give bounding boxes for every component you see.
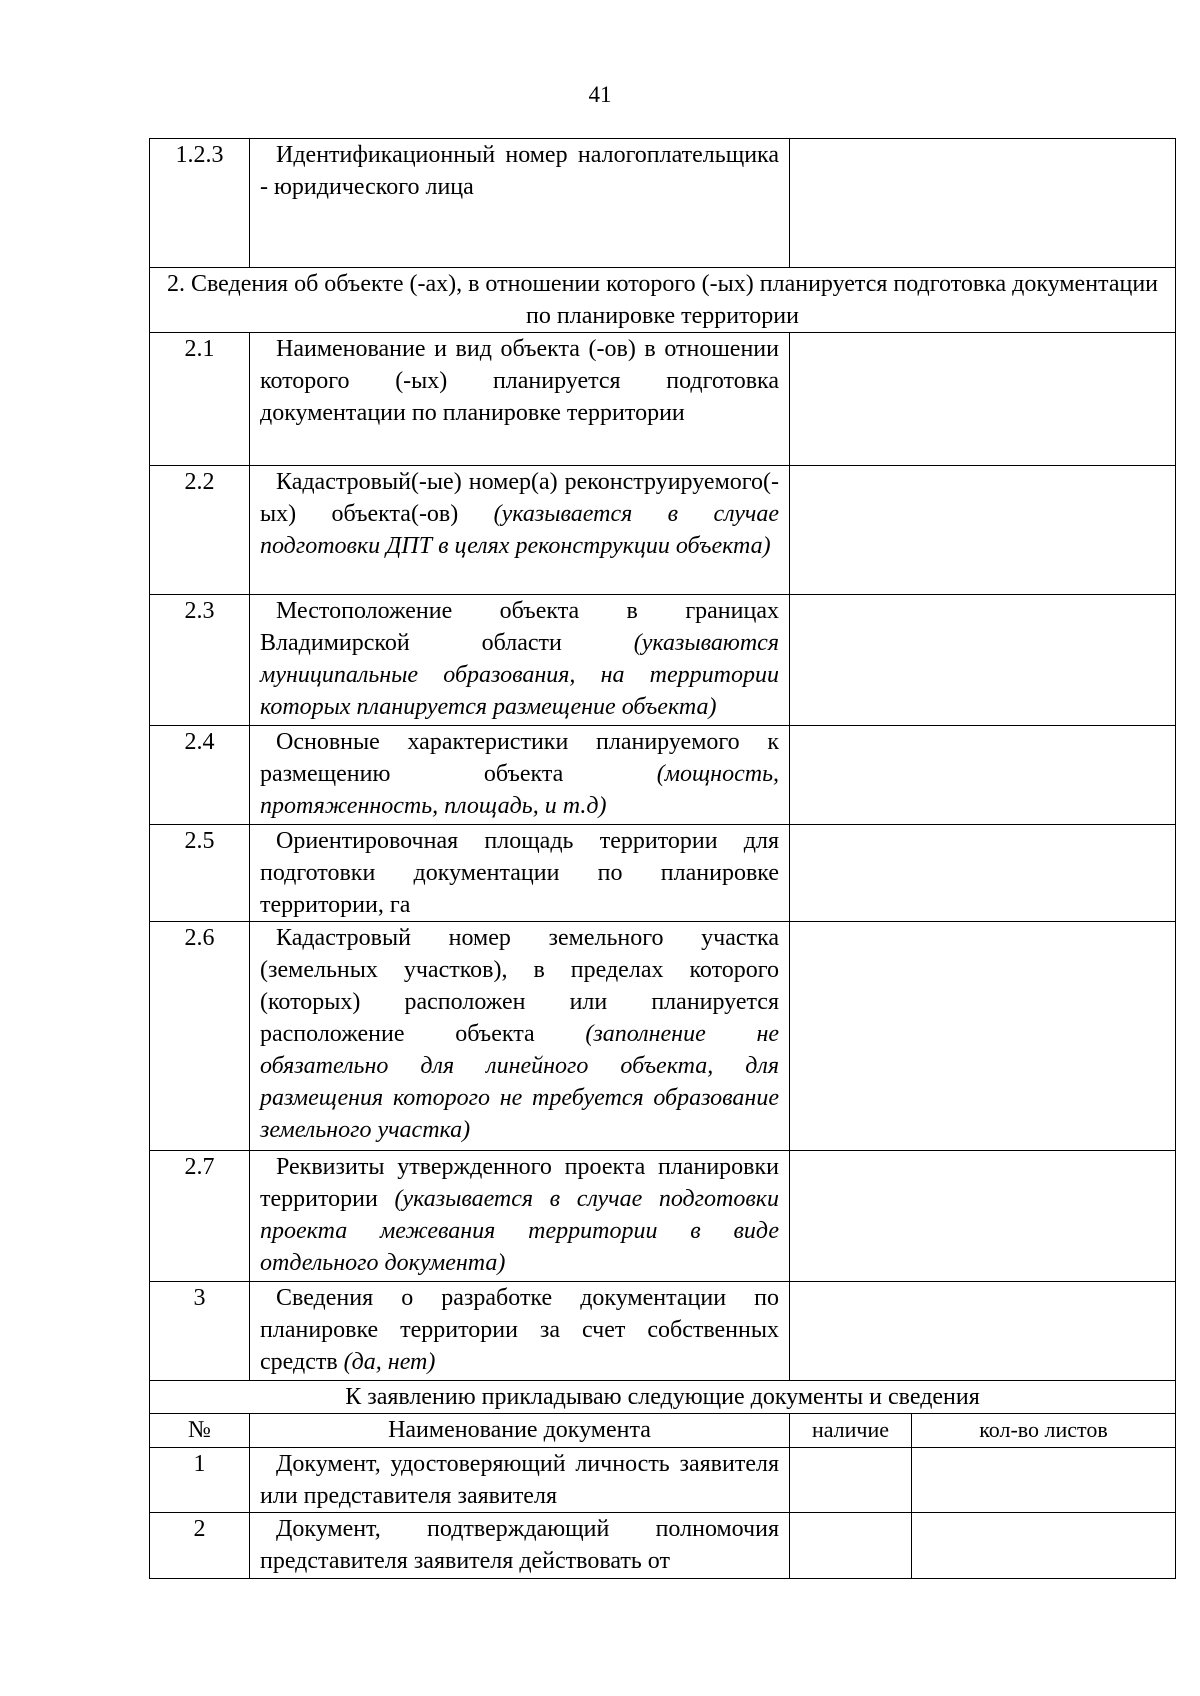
row-number: 1.2.3 [150,139,250,268]
row-description [250,1282,790,1381]
value-cell[interactable] [790,1282,1176,1381]
attachments-header-row [150,1414,1176,1448]
row-number: 2.5 [150,825,250,922]
row-text: Основные характеристики планируемого к размещению объекта [260,729,779,787]
col-header-sheet-count: кол-во листов [912,1414,1176,1448]
table-row [150,1282,1176,1381]
row-text: Сведения о разработке документации по планировке территории за счет собственных средств [260,1285,779,1375]
value-cell[interactable] [790,1151,1176,1282]
col-header-presence: наличие [790,1414,912,1448]
col-header-document-name: Наименование документа [250,1414,790,1448]
value-cell[interactable] [790,595,1176,726]
row-note: (указываются муниципальные образования, на территории которых планируется размещение объекта) [260,630,779,720]
value-cell[interactable] [790,825,1176,922]
row-number: 1 [150,1448,250,1513]
row-text: Кадастровый номер земельного участка (земельных участков), в пределах которого (которых) расположен или планируется расположение объекта [260,925,779,1047]
value-cell[interactable] [790,466,1176,595]
row-description [250,922,790,1151]
row-number: 2.7 [150,1151,250,1282]
row-text: Реквизиты утвержденного проекта планировки территории [260,1154,779,1212]
row-text: Идентификационный номер налогоплательщика - юридического лица [260,142,779,200]
row-description [250,726,790,825]
table-row [150,333,1176,466]
table-row [150,466,1176,595]
table-row [150,1151,1176,1282]
row-number: 2.4 [150,726,250,825]
row-description [250,595,790,726]
row-note: (указывается в случае подготовки проекта межевания территории в виде отдельного документа) [260,1186,780,1276]
sheet-count-cell[interactable] [912,1448,1176,1513]
row-note: (заполнение не обязательно для линейного объекта, для размещения которого не требуется образование земельного участка) [260,1021,779,1143]
presence-cell[interactable] [790,1513,912,1579]
row-description [250,1151,790,1282]
table-row [150,922,1176,1151]
row-description [250,466,790,595]
row-number: 2 [150,1513,250,1579]
attachment-row [150,1513,1176,1579]
row-text: Документ, подтверждающий полномочия представителя заявителя действовать от [260,1516,779,1574]
section-heading-row [150,268,1176,333]
sheet-count-cell[interactable] [912,1513,1176,1579]
row-text: Ориентировочная площадь территории для подготовки документации по планировке территории, га [260,828,779,918]
section-heading: 2. Сведения об объекте (-ах), в отношении которого (-ых) планируется подготовка документации по планировке территории [150,268,1176,333]
row-number: 2.3 [150,595,250,726]
row-number: 2.1 [150,333,250,466]
value-cell[interactable] [790,922,1176,1151]
row-description [250,1513,790,1579]
attachment-row [150,1448,1176,1513]
row-note: (да, нет) [343,1349,436,1375]
row-description [250,139,790,268]
row-note: (указывается в случае подготовки ДПТ в целях реконструкции объекта) [260,501,779,559]
attachments-heading: К заявлению прикладываю следующие документы и сведения [150,1381,1176,1414]
row-number: 2.6 [150,922,250,1151]
row-text: Наименование и вид объекта (-ов) в отношении которого (-ых) планируется подготовка документации по планировке территории [260,336,779,426]
row-note: (мощность, протяженность, площадь, и т.д) [260,761,779,819]
presence-cell[interactable] [790,1448,912,1513]
value-cell[interactable] [790,726,1176,825]
row-text: Документ, удостоверяющий личность заявителя или представителя заявителя [260,1451,779,1509]
table-row [150,726,1176,825]
row-description [250,1448,790,1513]
page-number: 41 [588,82,612,107]
row-description [250,333,790,466]
row-number: 2.2 [150,466,250,595]
application-form-table [149,138,1176,1579]
table-row [150,825,1176,922]
col-header-number: № [150,1414,250,1448]
table-row [150,595,1176,726]
row-description [250,825,790,922]
value-cell[interactable] [790,333,1176,466]
attachments-heading-row [150,1381,1176,1414]
row-text: Местоположение объекта в границах Владимирской области [260,598,779,656]
row-text: Кадастровый(-ые) номер(а) реконструируемого(-ых) объекта(-ов) [260,469,779,527]
value-cell[interactable] [790,139,1176,268]
row-number: 3 [150,1282,250,1381]
table-row [150,139,1176,268]
